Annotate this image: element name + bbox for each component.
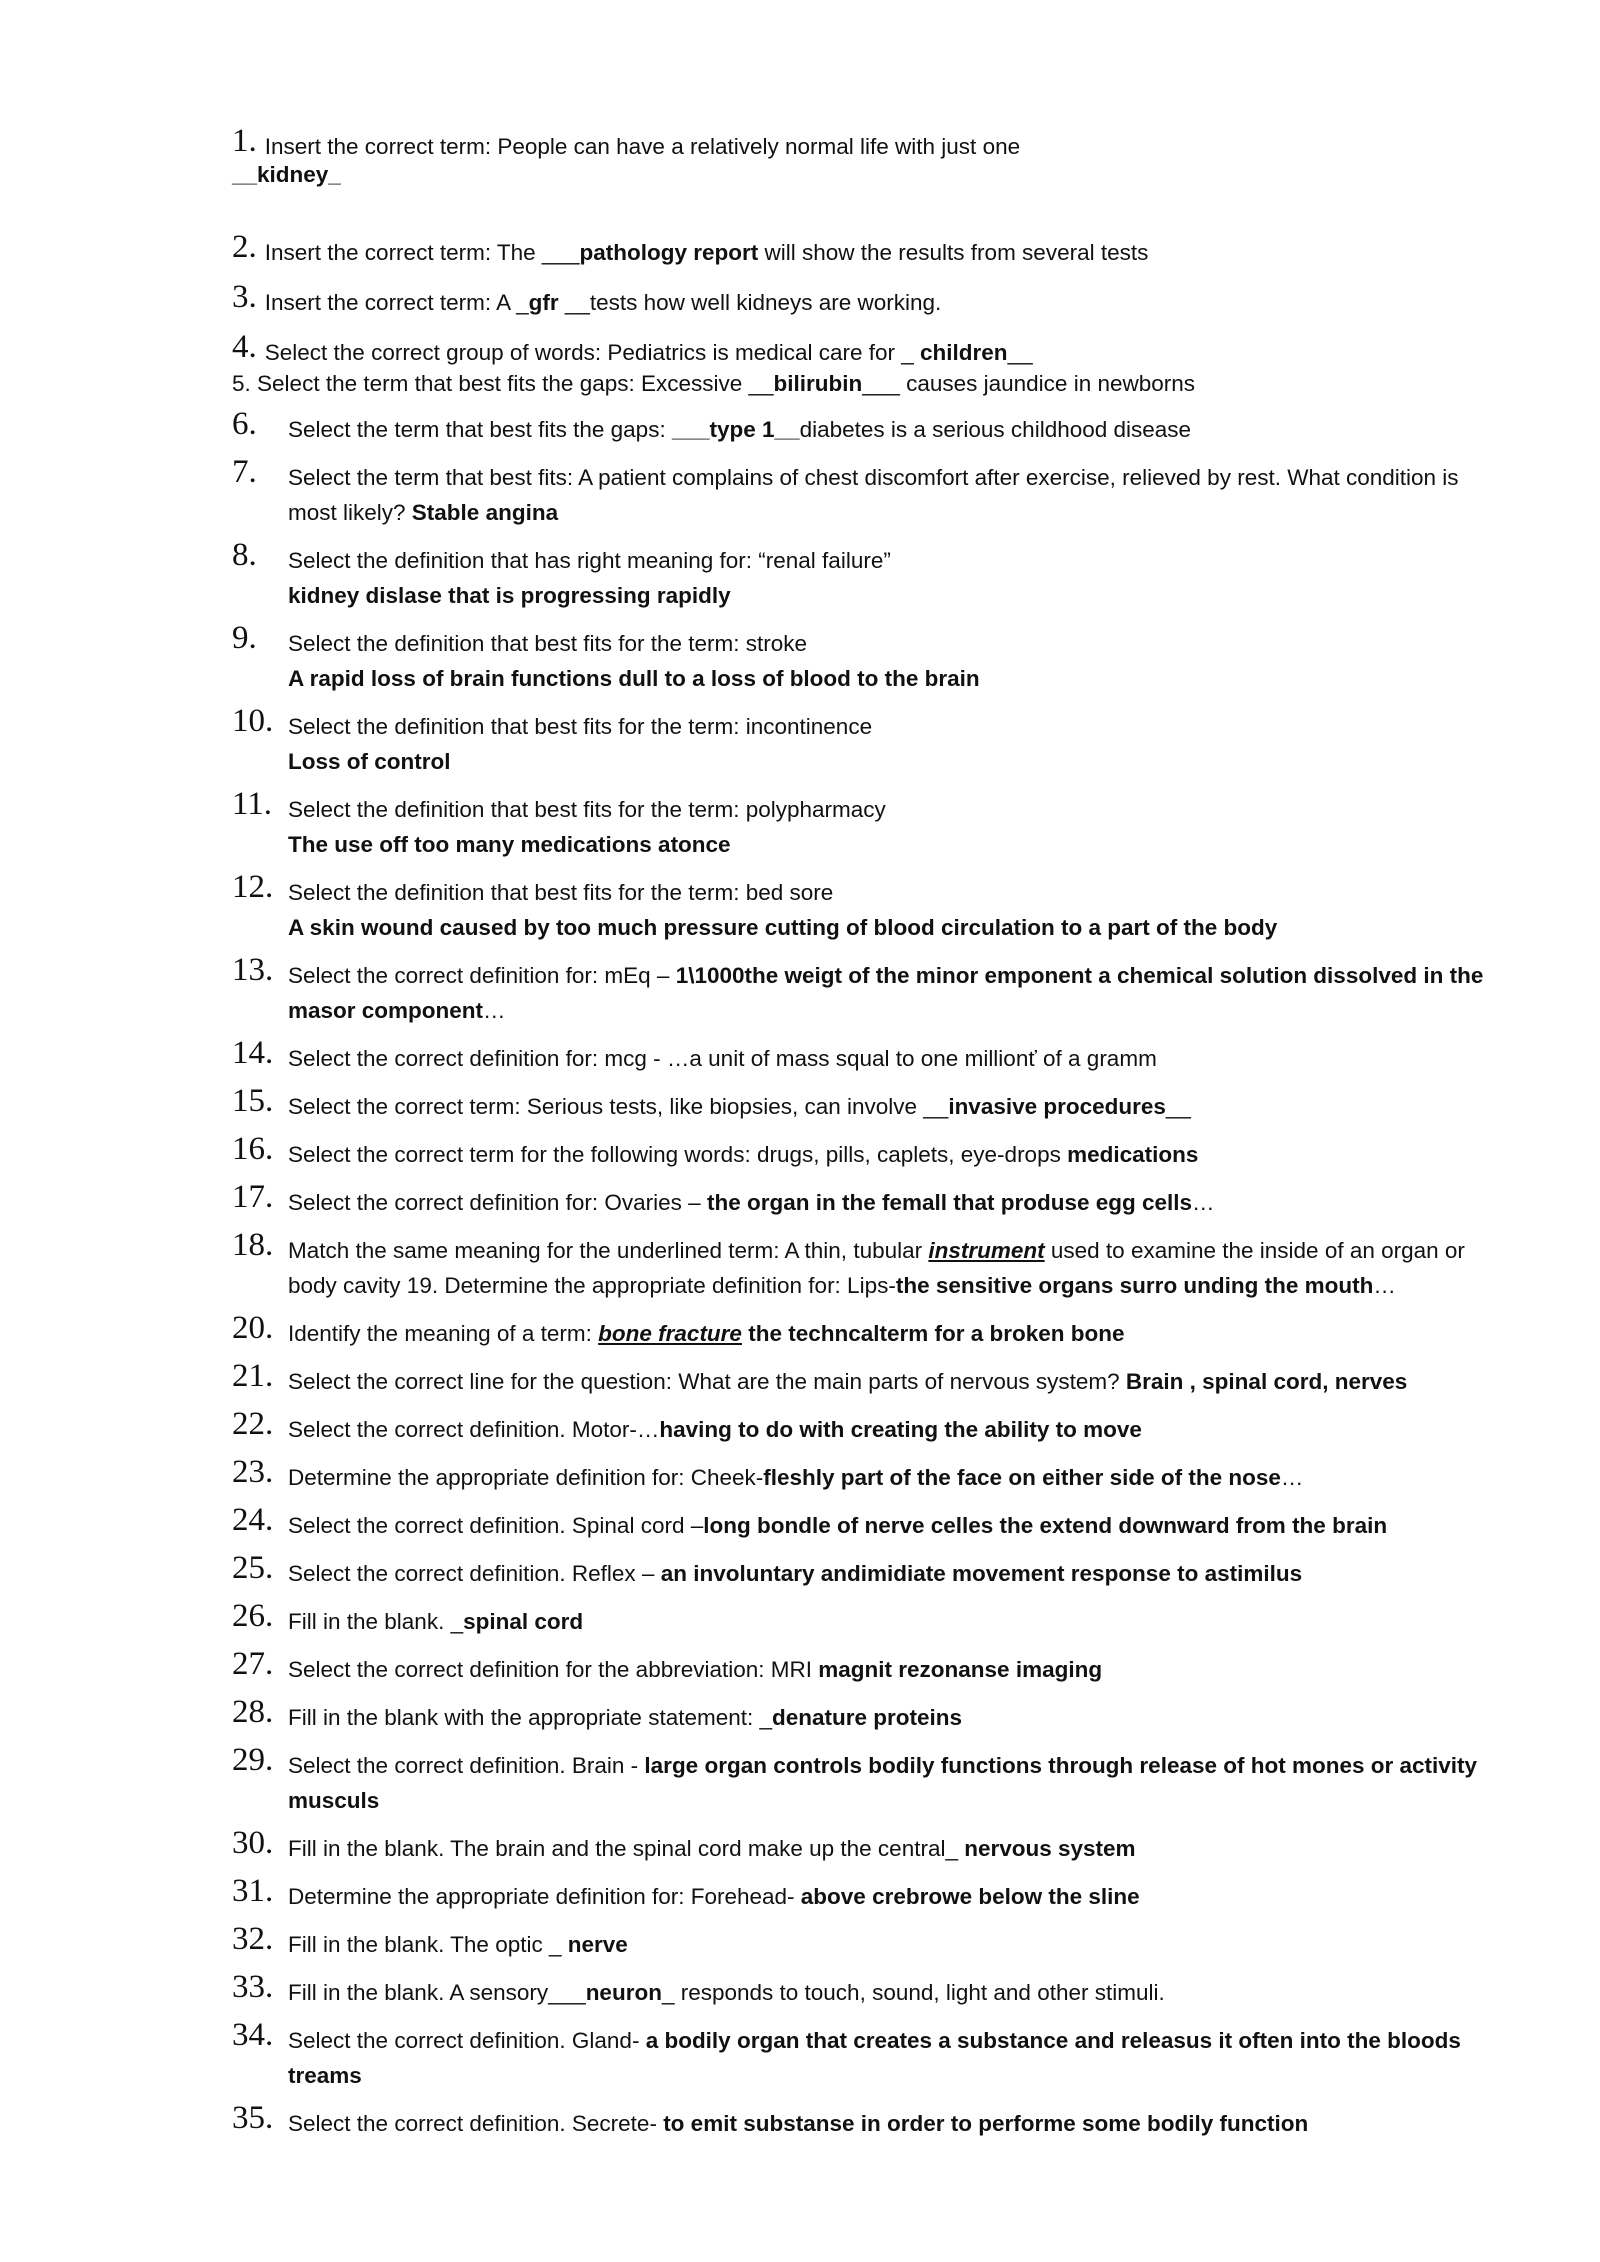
question-text: [288, 1407, 1492, 1447]
question-item: [232, 1228, 1492, 1303]
question-suffix: ___ causes jaundice in newborns: [862, 371, 1196, 396]
answer-text: spinal cord: [463, 1609, 584, 1634]
answer-text: __kidney_: [232, 162, 341, 187]
question-item: [232, 2149, 1492, 2154]
question-prompt: Select the correct definition. Spinal cord –: [288, 1513, 704, 1538]
question-item: [232, 124, 1492, 164]
question-suffix: __tests how well kidneys are working.: [558, 290, 942, 315]
question-text: [288, 1922, 1492, 1962]
question-prompt: Select the correct definition for: Ovaries –: [288, 1190, 707, 1215]
question-text: [288, 407, 1492, 447]
question-item: [232, 1826, 1492, 1866]
answer-text: bilirubin: [773, 371, 863, 396]
question-prompt: Insert the correct term: The ___: [264, 240, 580, 265]
question-item: [232, 621, 1492, 696]
question-prompt: Determine the appropriate definition for: Forehead-: [288, 1884, 801, 1909]
question-item: [232, 330, 1492, 370]
question-prompt: Select the term that best fits the gaps:: [288, 417, 672, 442]
question-text: [265, 230, 1492, 270]
question-item: [232, 1970, 1492, 2010]
question-prompt: Fill in the blank. The optic _: [288, 1932, 568, 1957]
question-item: [232, 1503, 1492, 1543]
question-text: [288, 1874, 1492, 1914]
question-suffix: will show the results from several tests: [758, 240, 1149, 265]
question-text: [265, 330, 1492, 370]
question-prompt: Select the term that best fits the gaps: Excessive __: [257, 371, 774, 396]
question-text: [288, 870, 1492, 945]
question-number: 14.: [232, 1035, 274, 1071]
answer-text: neuron: [585, 1980, 662, 2005]
question-number: 22.: [232, 1406, 274, 1442]
question-item: [232, 1311, 1492, 1351]
answer-text: long bondle of nerve celles the extend downward from the brain: [703, 1513, 1388, 1538]
question-prompt: Select the correct definition. Reflex –: [288, 1561, 661, 1586]
question-item: [232, 1455, 1492, 1495]
question-text: [288, 1647, 1492, 1687]
question-suffix: …: [1192, 1190, 1215, 1215]
question-prompt: Select the definition that best fits for the term: bed sore: [288, 880, 834, 905]
answer-text: magnit rezonanse imaging: [818, 1657, 1103, 1682]
question-number: 26.: [232, 1598, 274, 1634]
question-prompt: Select the correct definition for: mcg - …a unit of mass squal to one millionť of a gramm: [288, 1046, 1157, 1071]
question-suffix: …: [1280, 1465, 1304, 1490]
underlined-term: bone fracture: [598, 1321, 742, 1346]
question-list: [232, 124, 1492, 2154]
question-prompt: Select the definition that best fits for the term: stroke: [288, 631, 808, 656]
question-number: 33.: [232, 1969, 274, 2005]
answer-text: Brain , spinal cord, nerves: [1125, 1369, 1408, 1394]
answer-text: a bodily organ that creates a substance and releasus it often into the bloods treams: [288, 2028, 1461, 2088]
question-text: [288, 953, 1492, 1028]
answer-text: ___type 1__: [671, 417, 800, 442]
question-prompt: Fill in the blank. The brain and the spinal cord make up the central_: [288, 1836, 965, 1861]
question-number: 25.: [232, 1550, 274, 1586]
answer-text: The use off too many medications atonce: [288, 832, 731, 857]
question-item: [232, 1922, 1492, 1962]
question-prompt: Select the correct definition. Motor-…: [288, 1417, 660, 1442]
question-text: [288, 455, 1492, 530]
question-number: 13.: [232, 952, 274, 988]
answer-text: A skin wound caused by too much pressure cutting of blood circulation to a part of the body: [288, 915, 1278, 940]
question-prompt: Match the same meaning for the underlined term: A thin, tubular: [288, 1238, 929, 1263]
question-text: [288, 2018, 1492, 2093]
question-text: [288, 1180, 1492, 1220]
answer-text: an involuntary andimidiate movement response to astimilus: [660, 1561, 1303, 1586]
question-item: [232, 407, 1492, 447]
answer-text: gfr: [528, 290, 559, 315]
answer-text: A rapid loss of brain functions dull to a loss of blood to the brain: [288, 666, 980, 691]
answer-text: having to do with creating the ability to move: [659, 1417, 1142, 1442]
question-item: [232, 455, 1492, 530]
question-prompt: Select the correct term: Serious tests, like biopsies, can involve __: [288, 1094, 949, 1119]
question-text: [288, 1359, 1492, 1399]
question-text: [288, 787, 1492, 862]
question-number: 15.: [232, 1083, 274, 1119]
question-text: Insert the correct term: People can have a relatively normal life with just one: [264, 134, 1021, 159]
question-text: [288, 1551, 1492, 1591]
answer-text: large organ controls bodily functions through release of hot mones or activity musculs: [288, 1753, 1478, 1813]
question-number: 20.: [232, 1310, 274, 1346]
question-text: [288, 1743, 1492, 1818]
answer-text: invasive procedures: [948, 1094, 1166, 1119]
question-prompt: Select the correct definition. Secrete-: [288, 2111, 664, 2136]
question-text: [288, 1132, 1492, 1172]
question-item: [232, 704, 1492, 779]
question-text: [288, 704, 1492, 779]
question-number: 34.: [232, 2017, 274, 2053]
question-item: [232, 2018, 1492, 2093]
question-number: 10.: [232, 703, 274, 739]
answer-text: the sensitive organs surro unding the mouth: [895, 1273, 1374, 1298]
question-suffix: _ responds to touch, sound, light and other stimuli.: [661, 1980, 1165, 2005]
question-number: 32.: [232, 1921, 274, 1957]
question-number: 30.: [232, 1825, 274, 1861]
question-prompt: Fill in the blank. _: [288, 1609, 464, 1634]
question-number: 7.: [232, 454, 257, 490]
question-prompt: used to examine the inside of an organ or body cavity 19. Determine the appropriate definition for: Lips-: [288, 1238, 1465, 1298]
question-item: [232, 1874, 1492, 1914]
question-item: [232, 280, 1492, 320]
question-number: 3.: [232, 279, 257, 315]
answer-text: pathology report: [579, 240, 759, 265]
question-prompt: Select the definition that best fits for the term: polypharmacy: [288, 797, 886, 822]
question-text: [288, 1599, 1492, 1639]
question-number: 23.: [232, 1454, 274, 1490]
question-prompt: Select the definition that has right meaning for: “renal failure”: [288, 548, 891, 573]
question-item: [232, 2101, 1492, 2141]
question-item: [232, 538, 1492, 613]
question-item: [232, 1695, 1492, 1735]
answer-text: children: [920, 340, 1008, 365]
question-item: [232, 1132, 1492, 1172]
question-item: [232, 1180, 1492, 1220]
answer-text: nerve: [567, 1932, 628, 1957]
answer-text: Stable angina: [411, 500, 559, 525]
question-number: 18.: [232, 1227, 274, 1263]
question-prompt: Select the term that best fits: A patient complains of chest discomfort after exercise, relieved by rest. What condition is most likely?: [288, 465, 1459, 525]
question-prompt: Select the correct definition for the abbreviation: MRI: [288, 1657, 819, 1682]
question-prompt: Select the correct definition. Brain -: [288, 1753, 645, 1778]
question-item: [232, 1599, 1492, 1639]
question-item: [232, 870, 1492, 945]
question-suffix: …: [483, 998, 506, 1023]
question-number: 4.: [232, 329, 257, 365]
question-number: 21.: [232, 1358, 274, 1394]
question-suffix: __: [1007, 340, 1033, 365]
question-text: [288, 1036, 1492, 1076]
question-item: [232, 366, 1492, 401]
question-number: 12.: [232, 869, 274, 905]
question-item: [232, 230, 1492, 270]
question-item: [232, 953, 1492, 1028]
question-prompt: Select the correct line for the question: What are the main parts of nervous system?: [288, 1369, 1126, 1394]
question-number: 29.: [232, 1742, 274, 1778]
question-number: 16.: [232, 1131, 274, 1167]
question-item: [232, 1036, 1492, 1076]
answer-text: to emit substanse in order to performe some bodily function: [663, 2111, 1309, 2136]
question-item: [232, 1647, 1492, 1687]
question-suffix: diabetes is a serious childhood disease: [799, 417, 1192, 442]
question-prompt: Fill in the blank with the appropriate statement: _: [288, 1705, 773, 1730]
question-item: [232, 1551, 1492, 1591]
question-text: [288, 621, 1492, 696]
answer-text: the organ in the femall that produse egg cells: [706, 1190, 1193, 1215]
question-prompt: Select the correct definition. Gland-: [288, 2028, 646, 2053]
question-item: [232, 1407, 1492, 1447]
question-number: 1.: [232, 123, 257, 159]
question-text: [288, 1695, 1492, 1735]
question-text: [265, 280, 1492, 320]
question-number: 35.: [232, 2100, 274, 2136]
question-text: [288, 1228, 1492, 1303]
question-prompt: Determine the appropriate definition for: Cheek-: [288, 1465, 764, 1490]
question-text: [288, 538, 1492, 613]
question-text: [288, 1311, 1492, 1351]
question-number: 28.: [232, 1694, 274, 1730]
question-number: 31.: [232, 1873, 274, 1909]
question-prompt: Select the correct group of words: Pediatrics is medical care for _: [264, 340, 921, 365]
answer-text: 1\1000the weigt of the minor emponent a chemical solution dissolved in the masor component: [288, 963, 1484, 1023]
question-text: [288, 1503, 1492, 1543]
question-number: 9.: [232, 620, 257, 656]
question-prompt: Select the correct term for the following words: drugs, pills, caplets, eye-drops: [288, 1142, 1068, 1167]
question-prompt: Select the definition that best fits for the term: incontinence: [288, 714, 873, 739]
question-number: 11.: [232, 786, 273, 822]
question-number: 24.: [232, 1502, 274, 1538]
question-prompt: Identify the meaning of a term:: [288, 1321, 599, 1346]
answer-text: fleshly part of the face on either side of the nose: [763, 1465, 1281, 1490]
question-number: 8.: [232, 537, 257, 573]
question-text: [288, 1826, 1492, 1866]
answer-text: kidney dislase that is progressing rapidly: [288, 583, 731, 608]
answer-text: medications: [1067, 1142, 1199, 1167]
question-prompt: Select the correct definition for: mEq –: [288, 963, 676, 988]
question-item: [232, 787, 1492, 862]
question-prompt: Insert the correct term: A _: [264, 290, 529, 315]
question-number: 27.: [232, 1646, 274, 1682]
question-item: [232, 1743, 1492, 1818]
answer-text: denature proteins: [772, 1705, 963, 1730]
question-item: [232, 1084, 1492, 1124]
answer-text: Loss of control: [288, 749, 451, 774]
question-item: [232, 1359, 1492, 1399]
spacer: [232, 192, 1492, 230]
underlined-term: instrument: [928, 1238, 1045, 1263]
question-text: [288, 2101, 1492, 2141]
question-text: [288, 1455, 1492, 1495]
answer-text: above crebrowe below the sline: [800, 1884, 1140, 1909]
question-number: 6.: [232, 406, 257, 442]
question-suffix: …: [1373, 1273, 1396, 1298]
question-number: 5.: [232, 371, 251, 396]
question-text: [288, 1970, 1492, 2010]
answer-text: the techncalterm for a broken bone: [741, 1321, 1125, 1346]
answer-text: nervous system: [964, 1836, 1136, 1861]
question-prompt: Fill in the blank. A sensory___: [288, 1980, 586, 2005]
question-number: 2.: [232, 229, 257, 265]
question-suffix: __: [1165, 1094, 1191, 1119]
question-number: 17.: [232, 1179, 274, 1215]
question-text: [288, 1084, 1492, 1124]
question-text: [288, 2149, 1492, 2154]
